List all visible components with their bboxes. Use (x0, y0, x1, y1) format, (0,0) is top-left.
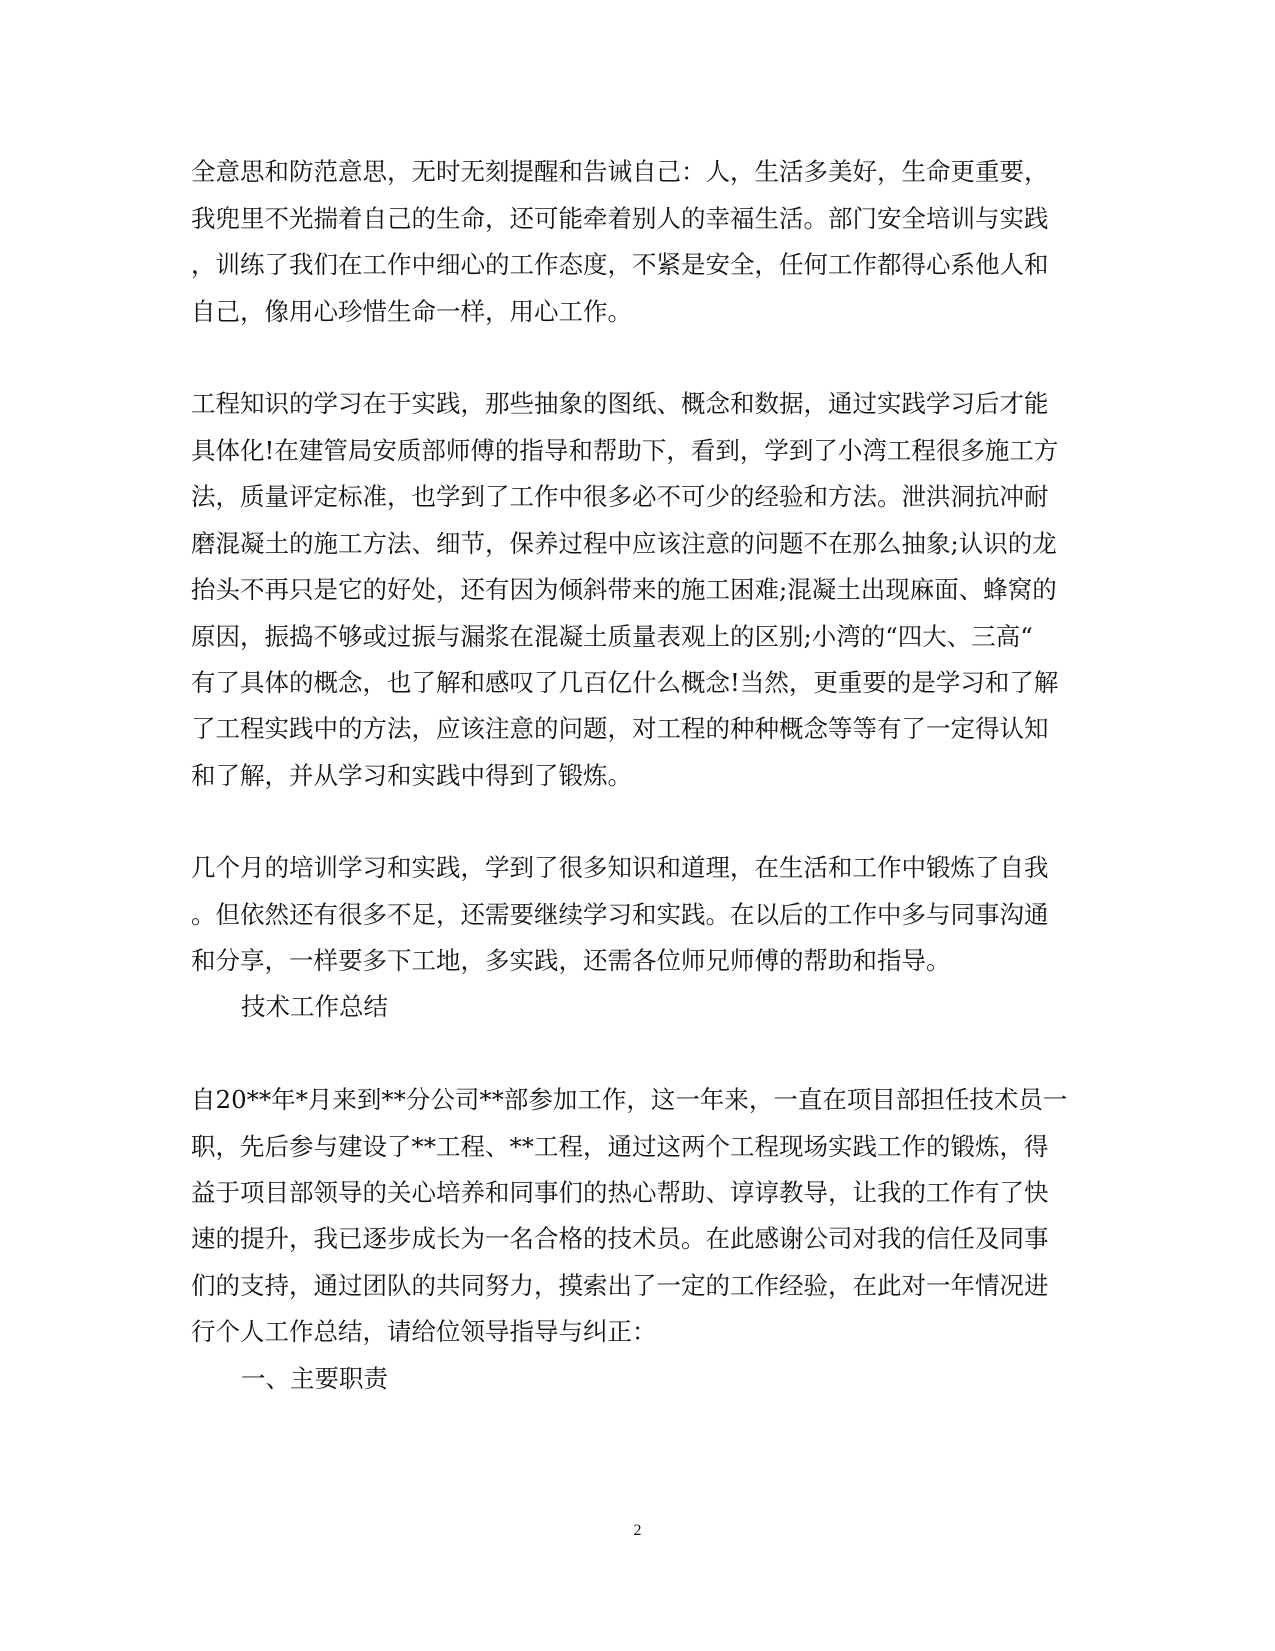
page-number: 2 (633, 1522, 642, 1539)
paragraph-2-line-7: 有了具体的概念，也了解和感叹了几百亿什么概念!当然，更重要的是学习和了解 (191, 668, 1059, 697)
paragraph-2-line-1: 工程知识的学习在于实践，那些抽象的图纸、概念和数据，通过实践学习后才能 (191, 389, 1049, 418)
paragraph-4-line-4: 速的提升，我已逐步成长为一名合格的技术员。在此感谢公司对我的信任及同事 (191, 1224, 1049, 1253)
paragraph-4-line-1: 自20**年*月来到**分公司**部参加工作，这一年来，一直在项目部担任技术员一 (191, 1085, 1068, 1114)
paragraph-2-line-8: 了工程实践中的方法，应该注意的问题，对工程的种种概念等等有了一定得认知 (191, 714, 1049, 743)
paragraph-4-line-6: 行个人工作总结，请给位领导指导与纠正： (191, 1317, 657, 1346)
paragraph-4-line-5: 们的支持，通过团队的共同努力，摸索出了一定的工作经验，在此对一年情况进 (191, 1271, 1049, 1300)
paragraph-4-line-3: 益于项目部领导的关心培养和同事们的热心帮助、谆谆教导，让我的工作有了快 (191, 1178, 1049, 1207)
paragraph-2-line-5: 抬头不再只是它的好处，还有因为倾斜带来的施工困难;混凝土出现麻面、蜂窝的 (191, 575, 1057, 604)
paragraph-2-line-4: 磨混凝土的施工方法、细节，保养过程中应该注意的问题不在那么抽象;认识的龙 (191, 529, 1057, 558)
paragraph-3-line-2: 。但依然还有很多不足，还需要继续学习和实践。在以后的工作中多与同事沟通 (191, 900, 1049, 929)
paragraph-3-line-1: 几个月的培训学习和实践，学到了很多知识和道理，在生活和工作中锻炼了自我 (191, 853, 1049, 882)
paragraph-1-line-4: 自己，像用心珍惜生命一样，用心工作。 (191, 297, 632, 326)
paragraph-2-line-3: 法，质量评定标准，也学到了工作中很多必不可少的经验和方法。泄洪洞抗冲耐 (191, 482, 1049, 511)
paragraph-2-line-9: 和了解，并从学习和实践中得到了锻炼。 (191, 761, 632, 790)
paragraph-3-line-3: 和分享，一样要多下工地，多实践，还需各位师兄师傅的帮助和指导。 (191, 946, 951, 975)
paragraph-1-line-3: ，训练了我们在工作中细心的工作态度，不紧是安全，任何工作都得心系他人和 (191, 250, 1049, 279)
subheading-main-duties: 一、主要职责 (241, 1364, 388, 1393)
paragraph-2-line-2: 具体化!在建管局安质部师傅的指导和帮助下，看到，学到了小湾工程很多施工方 (191, 436, 1059, 465)
paragraph-1-line-2: 我兜里不光揣着自己的生命，还可能牵着别人的幸福生活。部门安全培训与实践 (191, 204, 1049, 233)
paragraph-4-line-2: 职，先后参与建设了**工程、**工程，通过这两个工程现场实践工作的锻炼，得 (191, 1132, 1049, 1161)
paragraph-2-line-6: 原因，振捣不够或过振与漏浆在混凝土质量表观上的区别;小湾的“四大、三高“ (191, 622, 1033, 651)
section-heading: 技术工作总结 (241, 992, 388, 1021)
paragraph-1-line-1: 全意思和防范意思，无时无刻提醒和告诫自己：人，生活多美好，生命更重要， (191, 157, 1049, 186)
